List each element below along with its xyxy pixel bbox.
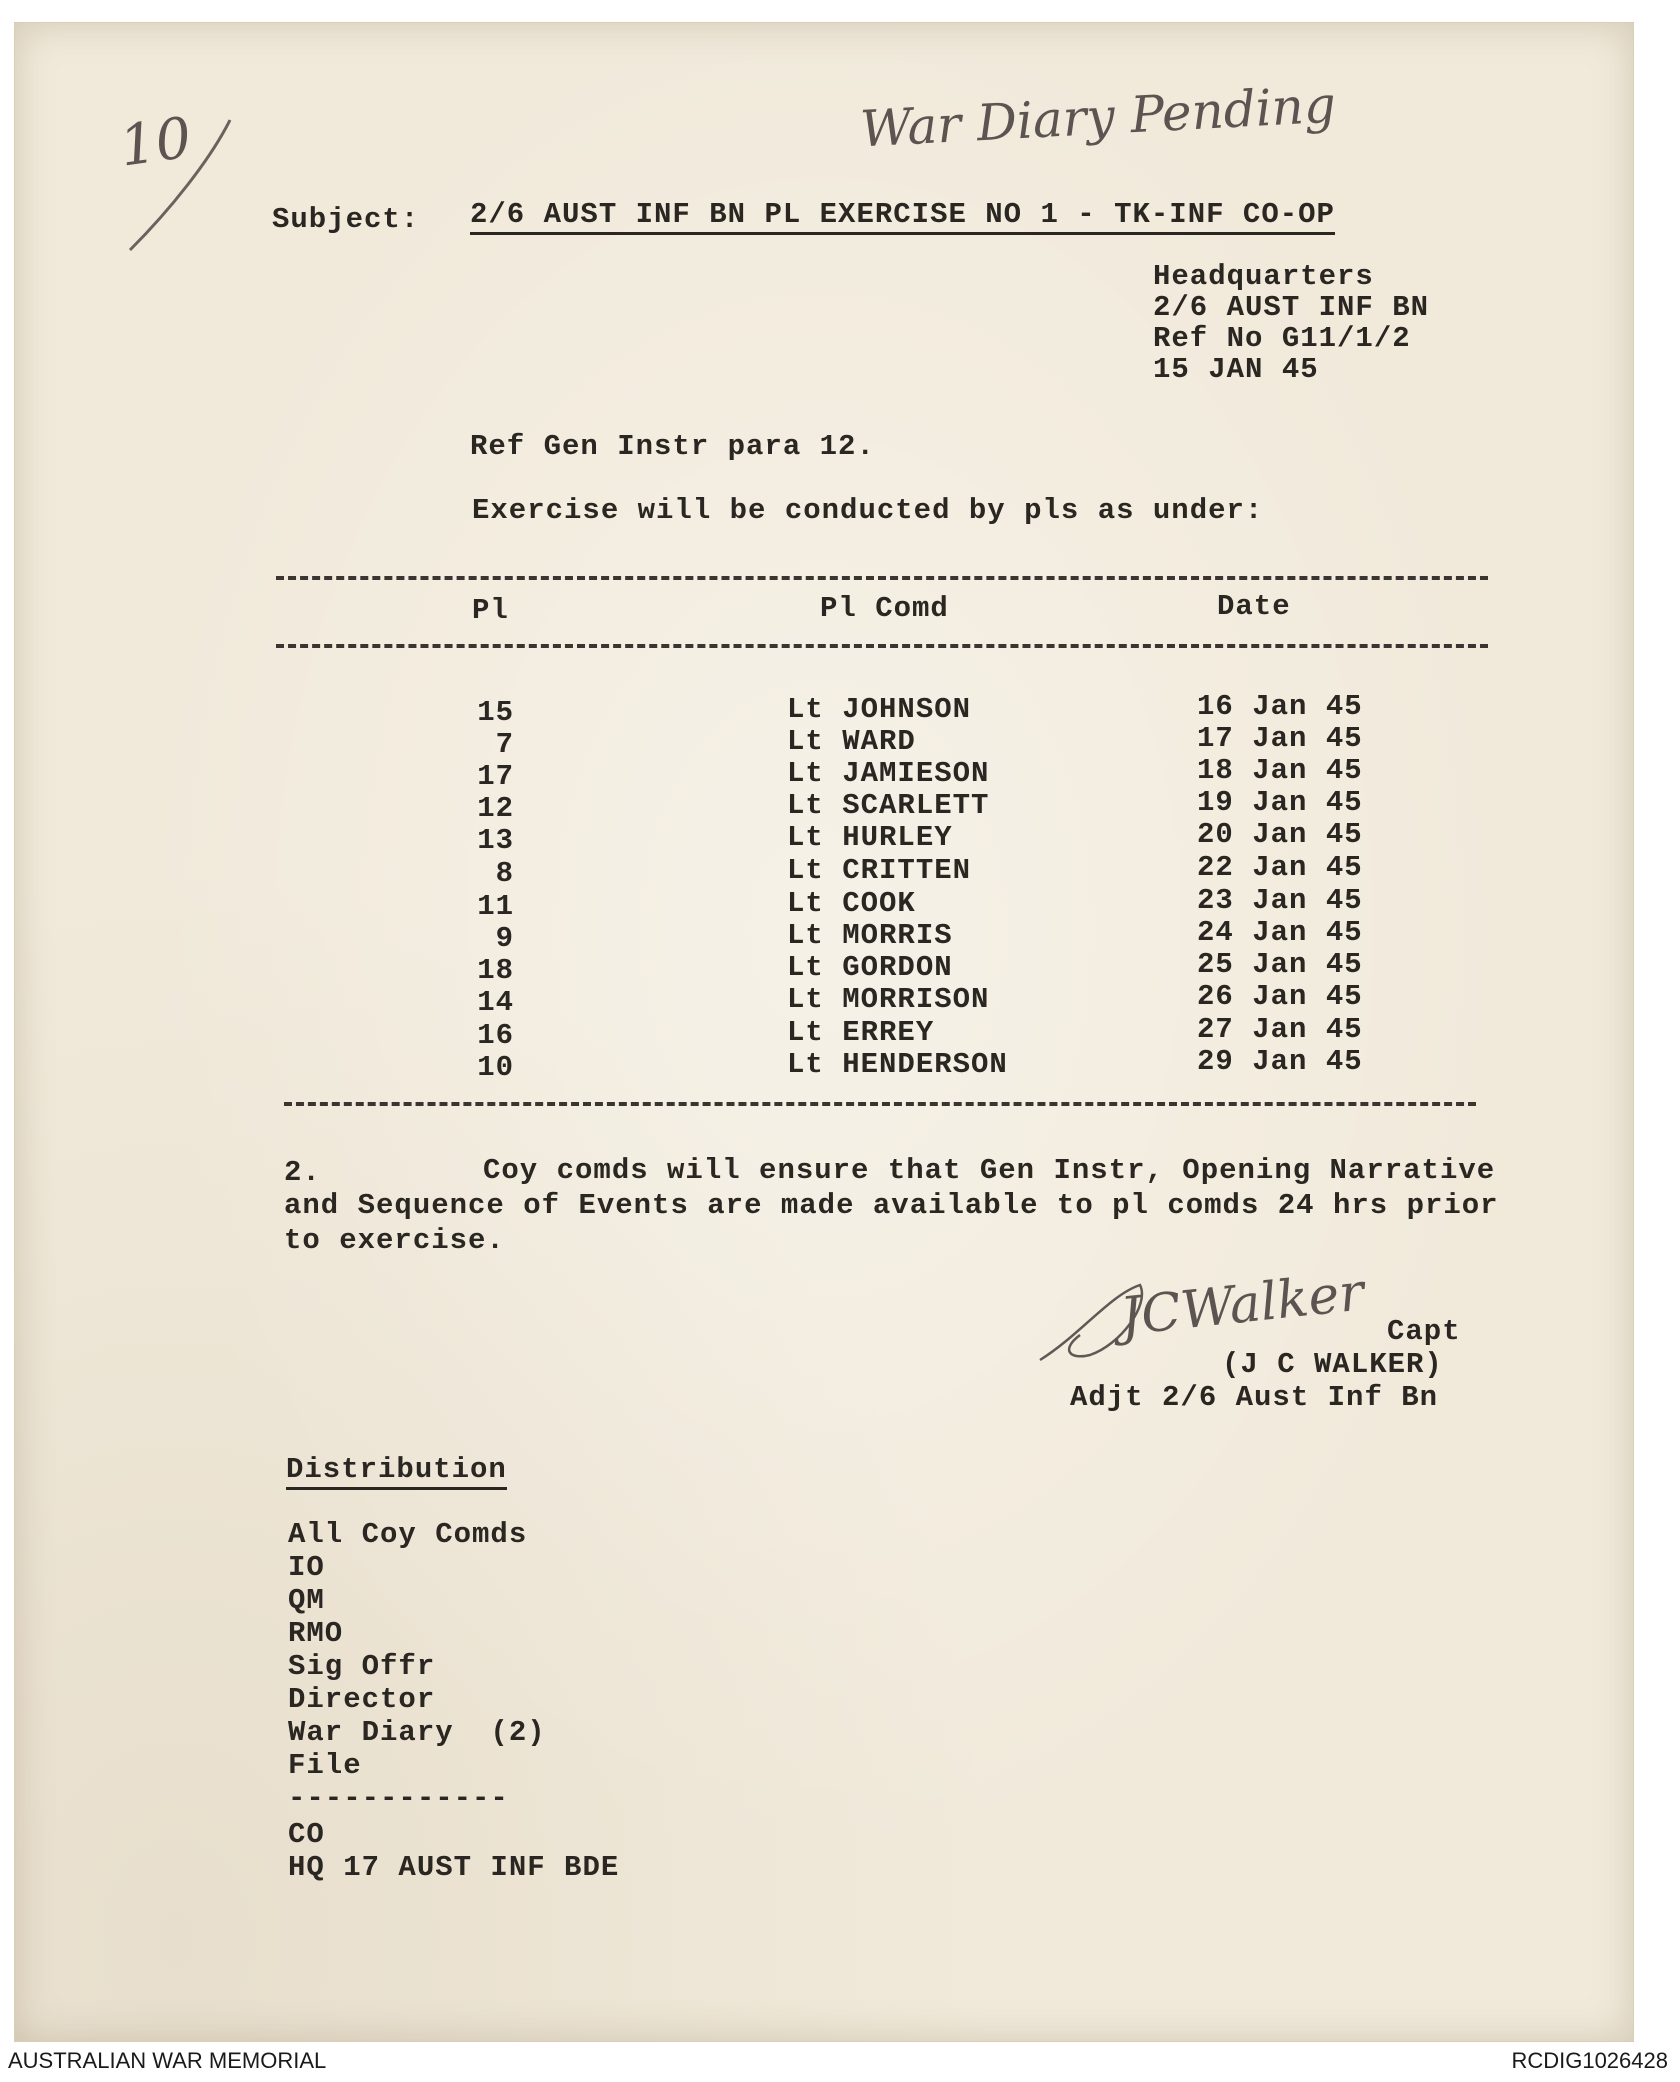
table-header-rule (276, 644, 1488, 648)
signature-rank: Capt (1387, 1315, 1461, 1348)
pl-commander: Lt ERREY (787, 1016, 935, 1049)
pl-commander: Lt HENDERSON (787, 1048, 1008, 1081)
address-line-1: Headquarters (1153, 260, 1374, 293)
distribution-separator: ------------ (288, 1782, 509, 1815)
footer-id: RCDIG1026428 (1511, 2048, 1668, 2073)
pl-number: 18 (477, 954, 514, 987)
distribution-heading: Distribution (286, 1453, 507, 1490)
column-header-date: Date (1217, 590, 1291, 623)
exercise-date: 20 Jan 45 (1197, 818, 1363, 851)
pl-number: 8 (495, 857, 514, 890)
table-top-rule (276, 576, 1488, 580)
address-line-2: 2/6 AUST INF BN (1153, 291, 1430, 324)
exercise-date: 18 Jan 45 (1197, 754, 1363, 787)
exercise-date: 16 Jan 45 (1197, 690, 1363, 723)
address-line-3: Ref No G11/1/2 (1153, 322, 1411, 355)
list-item: HQ 17 AUST INF BDE (288, 1851, 620, 1884)
list-item: QM (288, 1584, 325, 1617)
pl-commander: Lt CRITTEN (787, 854, 972, 887)
list-item: War Diary (2) (288, 1716, 546, 1749)
list-item: File (288, 1749, 362, 1782)
subject-label: Subject: (272, 203, 420, 236)
signature-name: (J C WALKER) (1222, 1348, 1443, 1381)
pl-number: 9 (495, 922, 514, 955)
signature-text: JCWalker (1117, 1262, 1367, 1348)
exercise-date: 27 Jan 45 (1197, 1013, 1363, 1046)
exercise-date: 29 Jan 45 (1197, 1045, 1363, 1078)
list-item: RMO (288, 1617, 344, 1650)
pl-number: 14 (477, 986, 514, 1019)
list-item: Director (288, 1683, 436, 1716)
table-bottom-rule (284, 1102, 1476, 1106)
exercise-date: 24 Jan 45 (1197, 916, 1363, 949)
subject-text: 2/6 AUST INF BN PL EXERCISE NO 1 - TK-INF CO-OP (470, 198, 1335, 235)
pencil-slash-mark (110, 110, 250, 260)
pl-commander: Lt COOK (787, 887, 916, 920)
footer-source: AUSTRALIAN WAR MEMORIAL (8, 2048, 327, 2073)
intro-line: Exercise will be conducted by pls as under: (472, 494, 1264, 527)
pl-number: 7 (495, 728, 514, 761)
list-item: Sig Offr (288, 1650, 436, 1683)
pl-commander: Lt WARD (787, 725, 916, 758)
list-item: IO (288, 1551, 325, 1584)
pl-commander: Lt GORDON (787, 951, 953, 984)
column-header-pl: Pl (472, 594, 509, 627)
exercise-date: 22 Jan 45 (1197, 851, 1363, 884)
list-item: All Coy Comds (288, 1518, 528, 1551)
pl-number: 16 (477, 1019, 514, 1052)
para2-number: 2. (284, 1156, 321, 1189)
para2-line-1: Coy comds will ensure that Gen Instr, Opening Narrative (483, 1154, 1496, 1187)
exercise-date: 19 Jan 45 (1197, 786, 1363, 819)
pl-commander: Lt JOHNSON (787, 693, 972, 726)
column-header-comd: Pl Comd (820, 592, 949, 625)
pl-commander: Lt MORRISON (787, 983, 990, 1016)
pl-commander: Lt SCARLETT (787, 789, 990, 822)
para2-line-3: to exercise. (284, 1224, 505, 1257)
pl-number: 13 (477, 824, 514, 857)
pl-number: 17 (477, 760, 514, 793)
pl-commander: Lt MORRIS (787, 919, 953, 952)
reference-line: Ref Gen Instr para 12. (470, 430, 875, 463)
pl-number: 15 (477, 696, 514, 729)
handwritten-number: 10 (115, 105, 196, 180)
pl-commander: Lt HURLEY (787, 821, 953, 854)
handwritten-top-note: War Diary Pending (858, 75, 1338, 159)
exercise-date: 23 Jan 45 (1197, 884, 1363, 917)
pl-number: 12 (477, 792, 514, 825)
signature-title: Adjt 2/6 Aust Inf Bn (1070, 1381, 1439, 1414)
exercise-date: 26 Jan 45 (1197, 980, 1363, 1013)
pl-number: 11 (477, 890, 514, 923)
address-line-4: 15 JAN 45 (1153, 353, 1319, 386)
para2-line-2: and Sequence of Events are made available to pl comds 24 hrs prior (284, 1189, 1499, 1222)
list-item: CO (288, 1818, 325, 1851)
pl-commander: Lt JAMIESON (787, 757, 990, 790)
exercise-date: 25 Jan 45 (1197, 948, 1363, 981)
pl-number: 10 (477, 1051, 514, 1084)
exercise-date: 17 Jan 45 (1197, 722, 1363, 755)
